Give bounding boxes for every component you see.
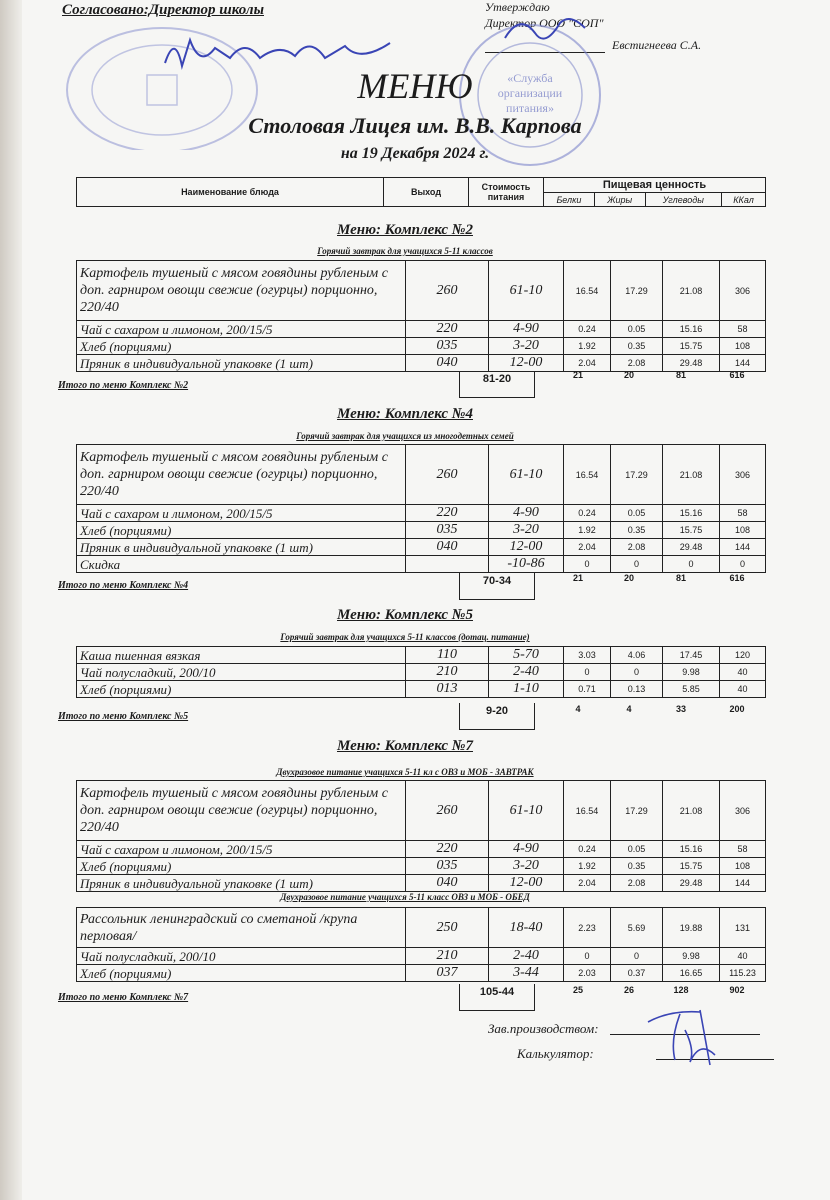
dish-protein: 1.92 <box>564 338 611 355</box>
dish-fat: 2.08 <box>611 355 663 372</box>
page-edge-shadow <box>0 0 22 1200</box>
section-title: Меню: Комплекс №7 <box>337 738 473 754</box>
dish-fat: 17.29 <box>611 445 663 505</box>
total-carbs: 128 <box>673 985 689 995</box>
dish-price: 5-70 <box>489 647 564 664</box>
approved-left: Согласовано:Директор школы <box>62 2 264 18</box>
dish-price: 2-40 <box>489 948 564 965</box>
total-price: 105-44 <box>459 984 535 1011</box>
dish-output: 110 <box>406 647 489 664</box>
dish-carbs: 29.48 <box>663 875 720 892</box>
total-carbs: 81 <box>675 573 686 583</box>
dish-output: 260 <box>406 261 489 321</box>
dish-protein: 2.04 <box>564 355 611 372</box>
col-output-header: Выход <box>384 178 469 207</box>
dish-output: 037 <box>406 965 489 982</box>
page-subtitle: Столовая Лицея им. В.В. Карпова <box>248 113 582 138</box>
dish-output: 040 <box>406 539 489 556</box>
dish-output: 040 <box>406 875 489 892</box>
dish-price: 18-40 <box>489 908 564 948</box>
total-price: 81-20 <box>459 371 535 398</box>
dish-name: Картофель тушеный с мясом говядины рубленым с доп. гарниром овощи свежие (огурцы) порционно, 220/40 <box>77 781 406 841</box>
table-row <box>77 522 766 539</box>
dish-output: 040 <box>406 355 489 372</box>
dish-output: 210 <box>406 948 489 965</box>
approved-right-2: Директор ООО "СОП" <box>485 16 604 30</box>
total-kcal: 616 <box>729 370 745 380</box>
dish-name: Каша пшенная вязкая <box>77 647 406 664</box>
dish-kcal: 306 <box>720 445 766 505</box>
total-price: 70-34 <box>459 573 535 600</box>
total-protein: 4 <box>575 704 581 714</box>
dish-fat: 5.69 <box>611 908 663 948</box>
dish-carbs: 15.75 <box>663 522 720 539</box>
dish-output: 260 <box>406 781 489 841</box>
dish-kcal: 58 <box>720 841 766 858</box>
col-carbs-header: Углеводы <box>645 193 722 207</box>
dish-fat: 4.06 <box>611 647 663 664</box>
menu-table-4 <box>76 444 766 573</box>
col-name-header: Наименование блюда <box>77 178 384 207</box>
total-protein: 21 <box>572 370 583 380</box>
col-fat-header: Жиры <box>594 193 645 207</box>
table-row <box>77 875 766 892</box>
table-row <box>77 355 766 372</box>
total-price: 9-20 <box>459 703 535 730</box>
dish-name: Чай полусладкий, 200/10 <box>77 948 406 965</box>
dish-protein: 0.71 <box>564 681 611 698</box>
dish-price: 2-40 <box>489 664 564 681</box>
dish-output: 035 <box>406 522 489 539</box>
col-price-header: Стоимость питания <box>469 178 544 207</box>
dish-carbs: 0 <box>663 556 720 573</box>
dish-price: 3-20 <box>489 338 564 355</box>
table-row <box>77 781 766 841</box>
production-label: Зав.производством: <box>488 1021 599 1036</box>
footer-signature <box>640 1000 730 1070</box>
dish-output: 013 <box>406 681 489 698</box>
dish-name: Хлеб (порциями) <box>77 681 406 698</box>
section-subtitle: Двухразовое питание учащихся 5-11 кл с ОВЗ и МОБ - ЗАВТРАК <box>276 767 534 777</box>
table-row <box>77 965 766 982</box>
dish-protein: 0.24 <box>564 321 611 338</box>
table-row <box>77 841 766 858</box>
dish-kcal: 144 <box>720 355 766 372</box>
calculator-label: Калькулятор: <box>517 1046 594 1061</box>
dish-output: 035 <box>406 338 489 355</box>
dish-kcal: 131 <box>720 908 766 948</box>
dish-name: Хлеб (порциями) <box>77 522 406 539</box>
svg-text:организации: организации <box>497 86 563 100</box>
table-row <box>77 908 766 948</box>
dish-carbs: 17.45 <box>663 647 720 664</box>
dish-fat: 0.13 <box>611 681 663 698</box>
dish-price: 3-20 <box>489 858 564 875</box>
total-fat: 4 <box>626 704 632 714</box>
dish-fat: 0.05 <box>611 321 663 338</box>
total-label: Итого по меню Комплекс №5 <box>58 711 189 722</box>
dish-output: 250 <box>406 908 489 948</box>
total-protein: 25 <box>572 985 583 995</box>
dish-name: Чай с сахаром и лимоном, 200/15/5 <box>77 321 406 338</box>
dish-kcal: 120 <box>720 647 766 664</box>
menu-table-5 <box>76 646 766 698</box>
section-subtitle: Горячий завтрак для учащихся 5-11 классов (дотац. питание) <box>280 632 530 642</box>
dish-name: Хлеб (порциями) <box>77 858 406 875</box>
dish-fat: 0.37 <box>611 965 663 982</box>
page-title: МЕНЮ <box>357 66 473 106</box>
dish-price: 4-90 <box>489 841 564 858</box>
dish-carbs: 9.98 <box>663 664 720 681</box>
dish-kcal: 40 <box>720 664 766 681</box>
dish-fat: 0.35 <box>611 522 663 539</box>
dish-carbs: 5.85 <box>663 681 720 698</box>
dish-name: Чай с сахаром и лимоном, 200/15/5 <box>77 505 406 522</box>
section-title: Меню: Комплекс №4 <box>337 406 473 422</box>
dish-name: Пряник в индивидуальной упаковке (1 шт) <box>77 539 406 556</box>
dish-price: 3-20 <box>489 522 564 539</box>
dish-fat: 2.08 <box>611 875 663 892</box>
dish-protein: 16.54 <box>564 781 611 841</box>
total-kcal: 200 <box>729 704 745 714</box>
table-row <box>77 948 766 965</box>
section-title: Меню: Комплекс №5 <box>337 607 473 623</box>
dish-protein: 0 <box>564 664 611 681</box>
dish-fat: 0.35 <box>611 338 663 355</box>
dish-protein: 2.04 <box>564 875 611 892</box>
dish-output: 220 <box>406 841 489 858</box>
director-signature <box>500 8 590 58</box>
dish-name: Рассольник ленинградский со сметаной /крупа перловая/ <box>77 908 406 948</box>
dish-kcal: 0 <box>720 556 766 573</box>
dish-name: Картофель тушеный с мясом говядины рубленым с доп. гарниром овощи свежие (огурцы) порционно, 220/40 <box>77 445 406 505</box>
dish-carbs: 15.16 <box>663 505 720 522</box>
col-protein-header: Белки <box>544 193 595 207</box>
dish-carbs: 15.75 <box>663 858 720 875</box>
dish-protein: 0.24 <box>564 505 611 522</box>
dish-carbs: 29.48 <box>663 355 720 372</box>
dish-price: 4-90 <box>489 505 564 522</box>
dish-carbs: 29.48 <box>663 539 720 556</box>
total-kcal: 902 <box>729 985 745 995</box>
dish-fat: 0 <box>611 556 663 573</box>
total-carbs: 33 <box>675 704 686 714</box>
dish-output: 220 <box>406 505 489 522</box>
col-nutrition-header: Пищевая ценность <box>544 178 766 193</box>
dish-kcal: 144 <box>720 539 766 556</box>
dish-price: 4-90 <box>489 321 564 338</box>
dish-carbs: 19.88 <box>663 908 720 948</box>
dish-price: 61-10 <box>489 445 564 505</box>
dish-fat: 0.05 <box>611 841 663 858</box>
dish-protein: 2.04 <box>564 539 611 556</box>
dish-output: 260 <box>406 445 489 505</box>
dish-protein: 0.24 <box>564 841 611 858</box>
table-row <box>77 539 766 556</box>
dish-fat: 0.35 <box>611 858 663 875</box>
total-protein: 21 <box>572 573 583 583</box>
dish-name: Чай полусладкий, 200/10 <box>77 664 406 681</box>
dish-carbs: 21.08 <box>663 261 720 321</box>
table-row <box>77 556 766 573</box>
dish-name: Картофель тушеный с мясом говядины рубленым с доп. гарниром овощи свежие (огурцы) порционно, 220/40 <box>77 261 406 321</box>
menu-table-7-breakfast <box>76 780 766 892</box>
dish-kcal: 108 <box>720 338 766 355</box>
menu-table-2 <box>76 260 766 372</box>
dish-price: -10-86 <box>489 556 564 573</box>
dish-kcal: 58 <box>720 321 766 338</box>
dish-fat: 0 <box>611 664 663 681</box>
dish-protein: 0 <box>564 556 611 573</box>
table-row <box>77 681 766 698</box>
dish-price: 1-10 <box>489 681 564 698</box>
dish-kcal: 40 <box>720 681 766 698</box>
dish-protein: 16.54 <box>564 445 611 505</box>
total-fat: 20 <box>623 370 634 380</box>
total-label: Итого по меню Комплекс №7 <box>58 992 189 1003</box>
dish-protein: 2.03 <box>564 965 611 982</box>
table-row <box>77 261 766 321</box>
section-title: Меню: Комплекс №2 <box>337 222 473 238</box>
dish-protein: 2.23 <box>564 908 611 948</box>
dish-output: 210 <box>406 664 489 681</box>
total-label: Итого по меню Комплекс №2 <box>58 380 189 391</box>
table-row <box>77 505 766 522</box>
dish-protein: 3.03 <box>564 647 611 664</box>
dish-protein: 1.92 <box>564 858 611 875</box>
table-row <box>77 445 766 505</box>
svg-text:«Служба: «Служба <box>507 71 553 85</box>
dish-carbs: 15.16 <box>663 321 720 338</box>
table-row <box>77 338 766 355</box>
dish-price: 61-10 <box>489 781 564 841</box>
dish-carbs: 15.16 <box>663 841 720 858</box>
table-row <box>77 858 766 875</box>
dish-carbs: 15.75 <box>663 338 720 355</box>
menu-date: на 19 Декабря 2024 г. <box>340 145 490 162</box>
dish-name: Пряник в индивидуальной упаковке (1 шт) <box>77 355 406 372</box>
col-kcal-header: ККал <box>722 193 766 207</box>
dish-protein: 0 <box>564 948 611 965</box>
total-kcal: 616 <box>729 573 745 583</box>
total-fat: 20 <box>623 573 634 583</box>
dish-output: 220 <box>406 321 489 338</box>
dish-carbs: 9.98 <box>663 948 720 965</box>
dish-kcal: 306 <box>720 781 766 841</box>
dish-name: Хлеб (порциями) <box>77 965 406 982</box>
table-header <box>76 177 766 207</box>
dish-kcal: 144 <box>720 875 766 892</box>
dish-kcal: 108 <box>720 522 766 539</box>
total-fat: 26 <box>623 985 634 995</box>
menu-table-7-lunch <box>76 907 766 982</box>
table-row <box>77 647 766 664</box>
dish-name: Хлеб (порциями) <box>77 338 406 355</box>
dish-carbs: 21.08 <box>663 781 720 841</box>
dish-name: Скидка <box>77 556 406 573</box>
dish-price: 12-00 <box>489 539 564 556</box>
table-row <box>77 321 766 338</box>
dish-price: 12-00 <box>489 355 564 372</box>
dish-price: 3-44 <box>489 965 564 982</box>
dish-price: 12-00 <box>489 875 564 892</box>
dish-carbs: 16.65 <box>663 965 720 982</box>
dish-kcal: 108 <box>720 858 766 875</box>
dish-protein: 16.54 <box>564 261 611 321</box>
dish-protein: 1.92 <box>564 522 611 539</box>
section-subtitle: Горячий завтрак для учащихся 5-11 классов <box>317 246 493 256</box>
dish-kcal: 58 <box>720 505 766 522</box>
section-subtitle: Горячий завтрак для учащихся из многодетных семей <box>296 431 514 441</box>
section-subtitle-lunch: Двухразовое питание учащихся 5-11 класс ОВЗ и МОБ - ОБЕД <box>280 892 530 902</box>
dish-carbs: 21.08 <box>663 445 720 505</box>
dish-name: Чай с сахаром и лимоном, 200/15/5 <box>77 841 406 858</box>
dish-output: 035 <box>406 858 489 875</box>
total-label: Итого по меню Комплекс №4 <box>58 580 189 591</box>
svg-text:питания»: питания» <box>506 101 554 115</box>
dish-fat: 17.29 <box>611 781 663 841</box>
approved-right-1: Утверждаю <box>485 0 550 14</box>
dish-fat: 17.29 <box>611 261 663 321</box>
dish-fat: 2.08 <box>611 539 663 556</box>
dish-output <box>406 556 489 573</box>
dish-name: Пряник в индивидуальной упаковке (1 шт) <box>77 875 406 892</box>
dish-fat: 0 <box>611 948 663 965</box>
dish-kcal: 306 <box>720 261 766 321</box>
total-carbs: 81 <box>675 370 686 380</box>
dish-price: 61-10 <box>489 261 564 321</box>
approved-right-name: Евстигнеева С.А. <box>612 38 702 52</box>
dish-kcal: 40 <box>720 948 766 965</box>
table-row <box>77 664 766 681</box>
dish-fat: 0.05 <box>611 505 663 522</box>
dish-kcal: 115.23 <box>720 965 766 982</box>
